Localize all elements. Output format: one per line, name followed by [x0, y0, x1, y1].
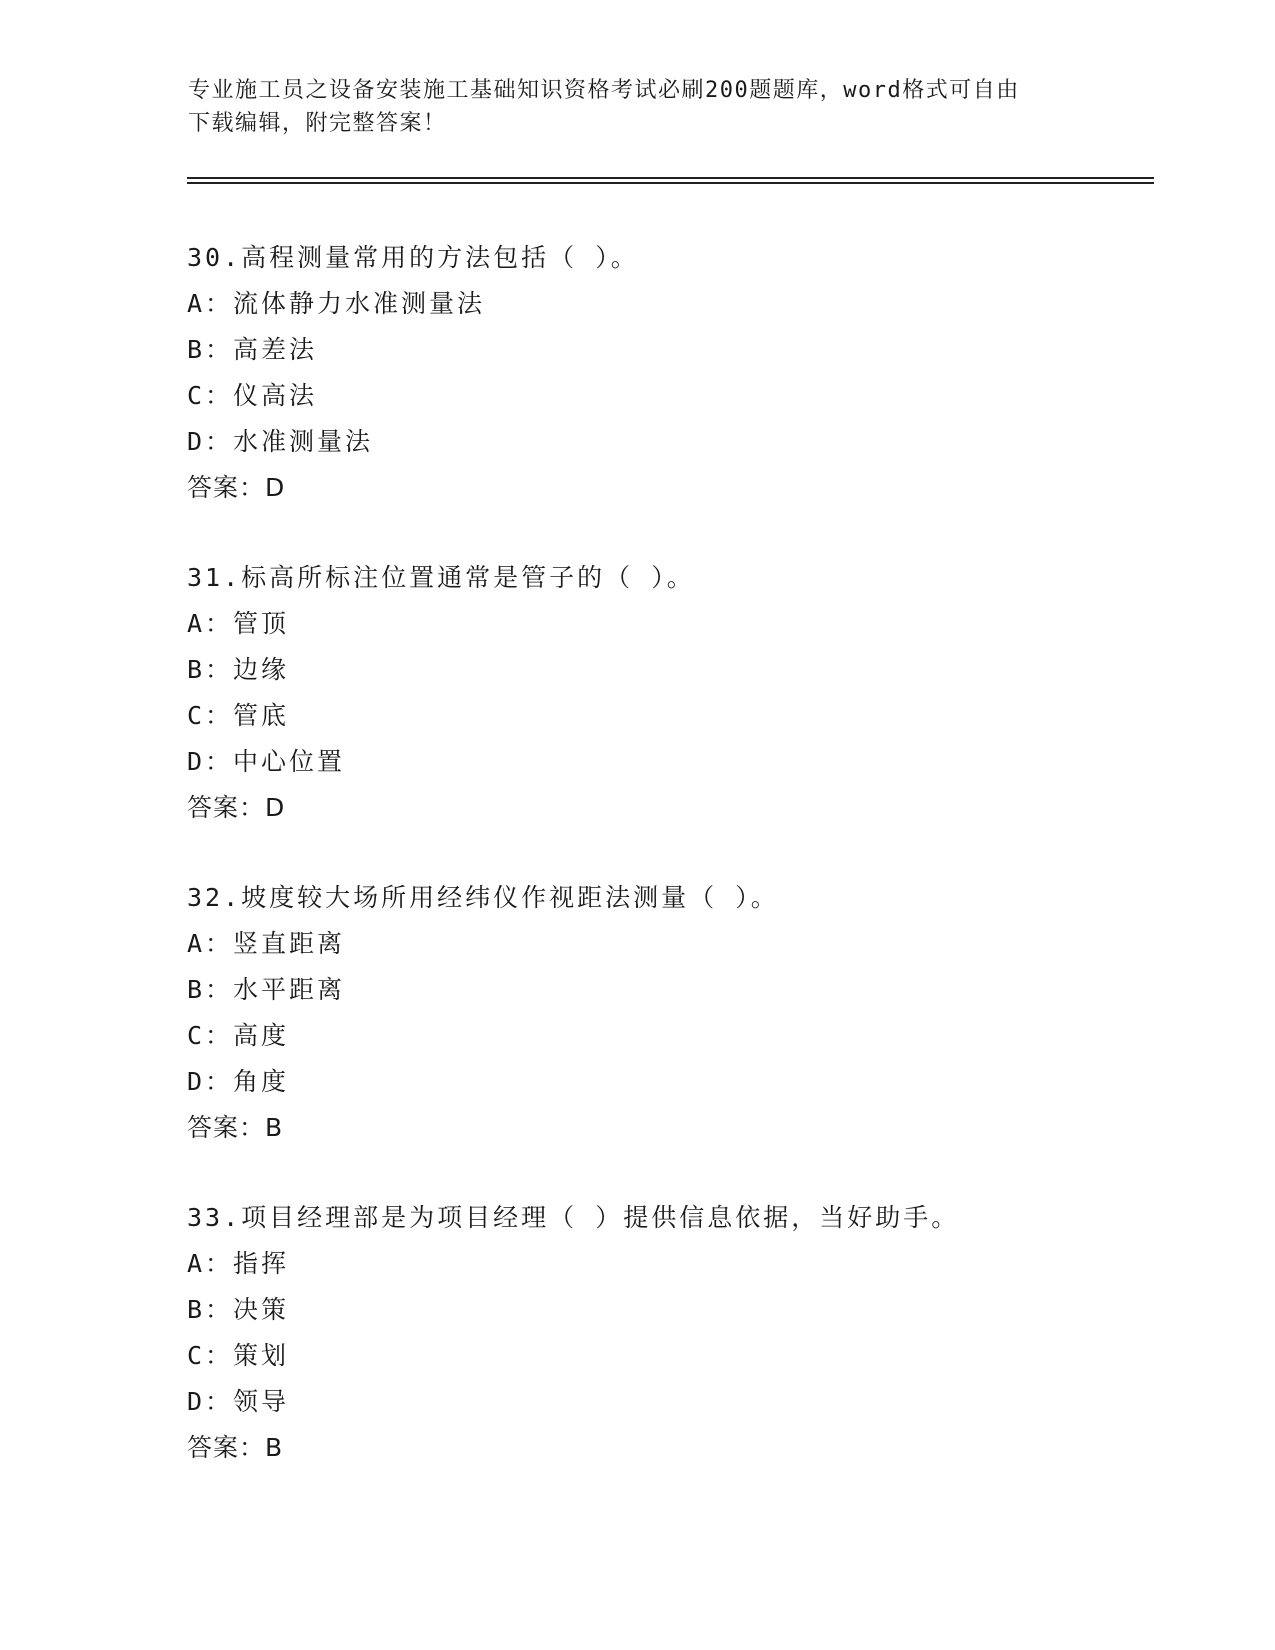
option-b: B：决策 [187, 1295, 290, 1324]
option-c: C：管底 [187, 701, 290, 730]
option-b: B：水平距离 [187, 975, 346, 1004]
option-c: C：仪高法 [187, 381, 318, 410]
question-30 [187, 235, 1137, 511]
option-b: B：高差法 [187, 335, 318, 364]
option-a: A：指挥 [187, 1249, 290, 1278]
question-stem: 33.项目经理部是为项目经理（ ）提供信息依据，当好助手。 [187, 1203, 960, 1232]
answer-line: 答案：B [187, 1433, 284, 1462]
question-33 [187, 1195, 1137, 1471]
header-line-2: 下载编辑，附完整答案！ [188, 111, 447, 136]
header-line-1: 专业施工员之设备安装施工基础知识资格考试必刷200题题库，word格式可自由 [188, 78, 1020, 103]
answer-line: 答案：D [187, 473, 286, 502]
option-c: C：策划 [187, 1341, 290, 1370]
document-header [188, 74, 1088, 140]
question-31 [187, 555, 1137, 831]
option-d: D：中心位置 [187, 747, 346, 776]
option-d: D：领导 [187, 1387, 290, 1416]
question-stem: 30.高程测量常用的方法包括（ ）。 [187, 243, 639, 272]
option-a: A：流体静力水准测量法 [187, 289, 486, 318]
option-d: D：角度 [187, 1067, 290, 1096]
question-stem: 31.标高所标注位置通常是管子的（ ）。 [187, 563, 695, 592]
answer-line: 答案：D [187, 793, 286, 822]
question-stem: 32.坡度较大场所用经纬仪作视距法测量（ ）。 [187, 883, 779, 912]
option-b: B：边缘 [187, 655, 290, 684]
header-divider-bottom [187, 182, 1154, 184]
option-c: C：高度 [187, 1021, 290, 1050]
answer-line: 答案：B [187, 1113, 284, 1142]
question-32 [187, 875, 1137, 1151]
option-a: A：管顶 [187, 609, 290, 638]
option-d: D：水准测量法 [187, 427, 374, 456]
header-divider-top [187, 177, 1154, 179]
option-a: A：竖直距离 [187, 929, 346, 958]
